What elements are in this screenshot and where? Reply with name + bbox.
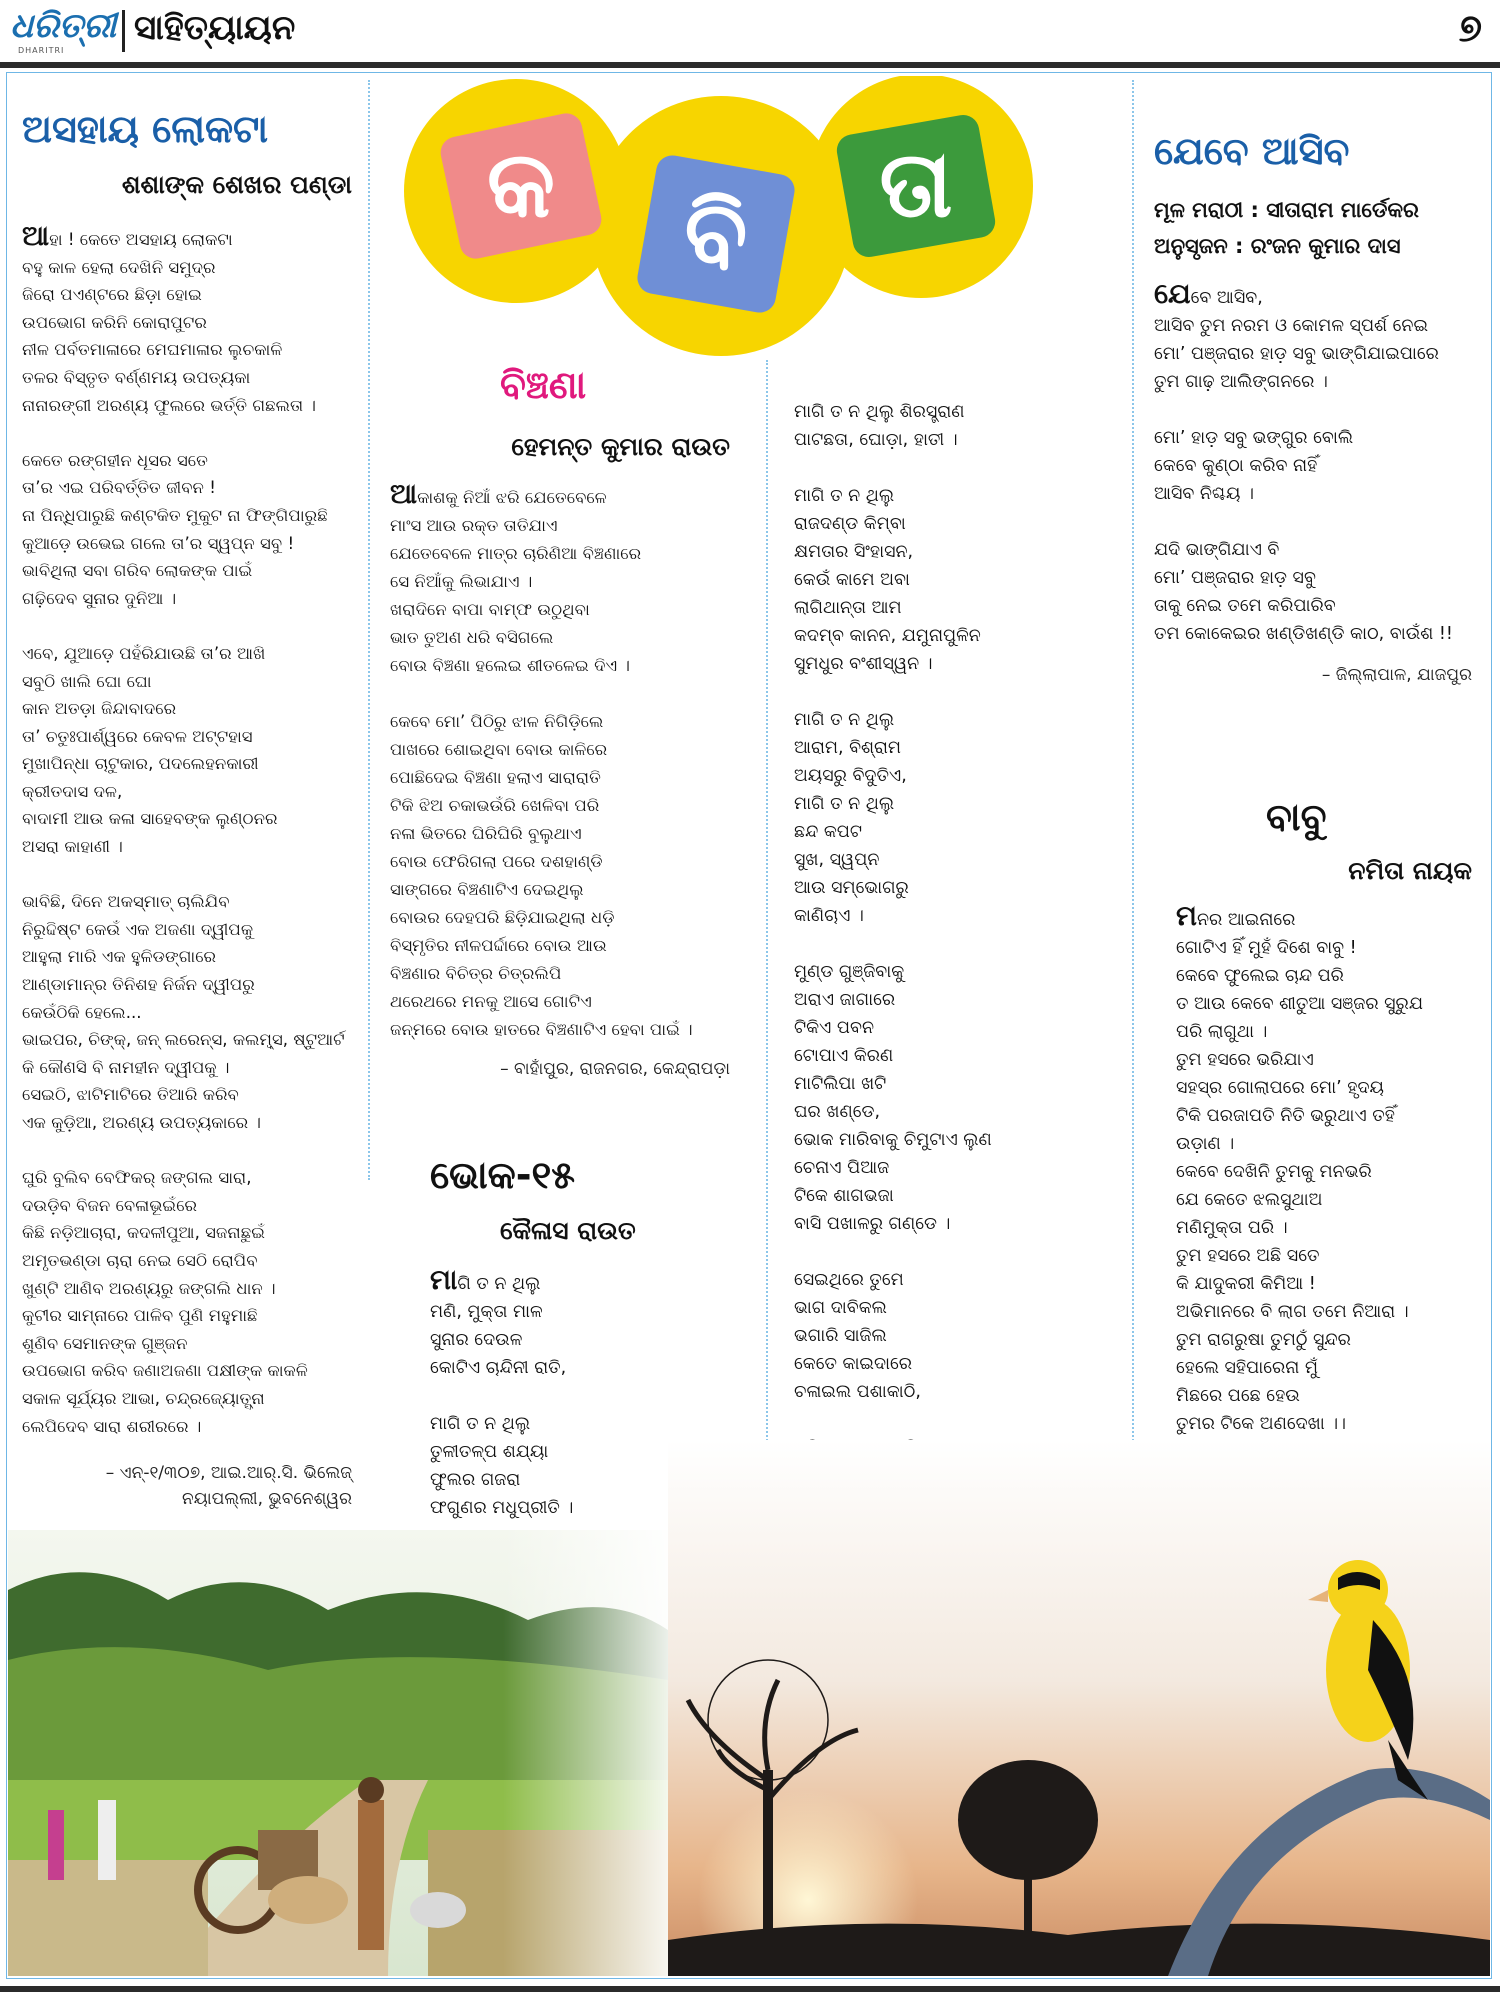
drop-cap: ଯେ	[1154, 277, 1191, 310]
poem-text: ନର ଆଇନାରେ ଗୋଟିଏ ହିଁ ମୁହଁ ଦିଶେ ବାବୁ ! କେବେ ଫୁଲେଇ ଚାନ୍ଦ ପରି ତ ଆଉ କେବେ ଶୀତୁଆ ସଞ୍ଜର ସୁରୁଯ ପରି ଲାଗୁଥା । ତୁମ ହସରେ ଭରିଯାଏ ସହସ୍ର ଗୋଲାପରେ ମୋ’ ହୃଦୟ ଟିକି ପରଜାପତି ନିତି ଭରୁଥାଏ ତହିଁ ଉଡ଼ାଣ । କେବେ ଦେଖିନି ତୁମକୁ ମନଭରି ଯେ କେତେ ଝଲସୁଥାଅ ମଣିମୁକ୍ତା ପରି । ତୁମ ହସରେ ଅଛି ସତେ କି ଯାଦୁକରୀ କିମିଆ ! ଅଭିମାନରେ ବି ଲାଗ ତମେ ନିଆରା । ତୁମ ରାଗରୁଷା ତୁମଠୁଁ ସୁନ୍ଦର ହେଲେ ସହିପାରେନା ମୁଁ ମିଛରେ ପଛେ ହେଉ ତୁମର ଟିକେ ଅଣଦେଖା ।।	[1176, 910, 1423, 1434]
poem-4	[1154, 128, 1472, 688]
poem-text: ମାଗି ତ ନ ଥିଲୁ ଶିରସ୍ତ୍ରାଣ ପାଟଛତା, ଘୋଡ଼ା, ହାତୀ । ମାଗି ତ ନ ଥିଲୁ ରାଜଦଣ୍ଡ କିମ୍ବା କ୍ଷମତାର ସିଂହାସନ, କେଉଁ କାମେ ଅବା ଲାଗିଥାନ୍ତା ଆମ କଦମ୍ବ କାନନ, ଯମୁନାପୁଳିନ ସୁମଧୁର ବଂଶୀସ୍ୱନ । ମାଗି ତ ନ ଥିଲୁ ଆରାମ, ବିଶ୍ରାମ ଅୟସରୁ ବିଦୁତିଏ, ମାଗି ତ ନ ଥିଲୁ ଛନ୍ଦ କପଟ ସୁଖ, ସ୍ୱପ୍ନ ଆଉ ସମ୍ଭୋଗରୁ କାଣିଚାଏ । ମୁଣ୍ଡ ଗୁଞ୍ଜିବାକୁ ଅରାଏ ଜାଗାରେ ଟିକିଏ ପବନ ଟୋପାଏ କିରଣ ମାଟିଲିପା ଖଟି ଘର ଖଣ୍ଡେ, ଭୋକ ମାରିବାକୁ ଚିମୁଟାଏ ଲୁଣ ଚେନାଏ ପିଆଜ ଟିକେ ଶାଗଭଜା ବାସି ପଖାଳରୁ ଗଣ୍ଡେ । ସେଇଥିରେ ତୁମେ ଭାଗ ଦାବିକଲ ଭଗାରି ସାଜିଲ କେତେ କାଇଦାରେ ଚଳାଇଲ ପଶାକାଠି,	[794, 402, 992, 1402]
village-photo-graphic	[8, 1530, 668, 1976]
column-separator	[766, 360, 768, 1520]
banner-letter-3: ତା	[879, 131, 953, 238]
poem-address: – ବାହାଁପୁର, ରାଜନଗର, କେନ୍ଦ୍ରାପଡ଼ା	[500, 1059, 730, 1079]
newspaper-logo-sub: DHARITRI	[18, 46, 65, 55]
poem-body	[1154, 277, 1472, 648]
poem-text: ବେ ଆସିବ, ଆସିବ ତୁମ ନରମ ଓ କୋମଳ ସ୍ପର୍ଶ ନେଇ ମୋ’ ପଞ୍ଜରାର ହାଡ଼ ସବୁ ଭାଙ୍ଗିଯାଇପାରେ ତୁମ ଗାଢ଼ ଆଲିଙ୍ଗନରେ । ମୋ’ ହାଡ଼ ସବୁ ଭଙ୍ଗୁର ବୋଲି କେବେ କୁଣ୍ଠା କରିବ ନାହିଁ ଆସିବ ନିଶ୍ଚୟ । ଯଦି ଭାଙ୍ଗିଯାଏ ବି ମୋ’ ପଞ୍ଜରାର ହାଡ଼ ସବୁ ତାକୁ ନେଇ ତମେ କରିପାରିବ ତମ କୋକେଇର ଖଣ୍ଡିଖଣ୍ଡି କାଠ, ବାଉଁଶ !!	[1154, 288, 1453, 644]
page-header	[0, 0, 1500, 68]
poem-5	[1176, 794, 1472, 1508]
header-divider	[122, 10, 125, 52]
kabita-banner-graphic	[376, 76, 1066, 356]
poem-address: – ଏନ୍-୧/୩୦୭, ଆଇ.ଆର୍.ସି. ଭିଲେଜ୍ ନୟାପଲ୍ଲୀ, ଭୁବନେଶ୍ୱର	[105, 1463, 352, 1510]
poem-credit-original: ମୂଳ ମରାଠୀ : ସୀତାରାମ ମାର୍ଡେକର	[1154, 198, 1419, 222]
poem-3-continued	[794, 398, 1114, 1564]
poem-title: ବିଞ୍ଚଣା	[500, 363, 587, 407]
column-separator	[368, 80, 370, 1180]
page-number: ୭	[1458, 6, 1482, 50]
drop-cap: ଆ	[390, 477, 418, 510]
poem-text: କାଶକୁ ନିଆଁ ଝରି ଯେତେବେଳେ ମାଂସ ଆଉ ରକ୍ତ ତାତିଯାଏ ଯେତେବେଳେ ମାତ୍ର ଚାରିଣିଆ ବିଞ୍ଚଣାରେ ସେ ନିଆଁକୁ ଲିଭାଯାଏ । ଖରାଦିନେ ବାପା ବାମ୍ଫ ଉଠୁଥିବା ଭାତ ତୁଅଣ ଧରି ବସିଗଲେ ବୋଉ ବିଞ୍ଚଣା ହଲେଇ ଶୀତଳେଇ ଦିଏ । କେବେ ମୋ’ ପିଠିରୁ ଝାଳ ନିଗିଡ଼ିଲେ ପାଖରେ ଶୋଇଥିବା ବୋଉ କାଳିରେ ପୋଛିଦେଇ ବିଞ୍ଚଣା ହଲାଏ ସାରାରାତି ଟିକି ଝିଅ ଚକାଭଉଁରି ଖେଳିବା ପରି ନଳା ଭିତରେ ଘିରିଘିରି ବୁଲୁଥାଏ ବୋଉ ଫେରିଗଲା ପରେ ଦଶହାଣ୍ଡି ସାଙ୍ଗରେ ବିଞ୍ଚଣାଟିଏ ଦେଇଥିଲୁ ବୋଉର ଦେହପରି ଛିଡ଼ିଯାଇଥିଲା ଧଡ଼ି ବିସ୍ମୃତିର ନୀଳପର୍ଦ୍ଦାରେ ବୋଉ ଆଉ ବିଞ୍ଚଣାର ବିଚିତ୍ର ଚିତ୍ରଲିପି ଥରେଥରେ ମନକୁ ଆସେ ଗୋଟିଏ ଜନ୍ମରେ ବୋଉ ହାତରେ ବିଞ୍ଚଣାଟିଏ ହେବା ପାଇଁ ।	[390, 488, 693, 1039]
village-road-photo	[8, 1530, 668, 1976]
poem-address: – ଜିଲ୍ଲାପାଳ, ଯାଜପୁର	[1321, 665, 1472, 685]
poem-body	[390, 477, 730, 1044]
poem-author: ହେମନ୍ତ କୁମାର ରାଉତ	[511, 432, 730, 461]
poem-title: ବାବୁ	[1266, 795, 1327, 839]
poem-author: ଶଶାଙ୍କ ଶେଖର ପଣ୍ଡା	[121, 170, 352, 199]
newspaper-logo: ଧରିତ୍ରୀ	[10, 6, 117, 46]
page-footer-rule	[0, 1986, 1500, 1992]
sunset-bird-photo	[668, 1440, 1490, 1976]
section-title: ସାହିତ୍ୟାୟନ	[134, 8, 296, 48]
kabita-banner	[376, 76, 1066, 356]
poem-2	[390, 362, 730, 1082]
poem-text: ଗି ତ ନ ଥିଲୁ ମଣି, ମୁକ୍ତା ମାଳ ସୁନାର ଦେଉଳ କୋଟିଏ ଚାନ୍ଦିନୀ ରାତି, ମାଗି ତ ନ ଥିଲୁ ତୁଳୀତଳ୍ପ ଶଯ୍ୟା ଫୁଲର ଗଜରା ଫଗୁଣର ମଧୁପ୍ରୀତି ।	[430, 1274, 574, 1518]
poem-credit-translator: ଅନୁସୃଜନ : ରଂଜନ କୁମାର ଦାସ	[1154, 234, 1401, 258]
sunset-graphic	[668, 1440, 1490, 1976]
poem-title: ଯେବେ ଆସିବ	[1154, 129, 1350, 173]
poem-author: କୈଳାସ ରାଉତ	[500, 1216, 636, 1245]
banner-letter-1: କ	[487, 131, 555, 238]
poem-title: ଅସହାୟ ଲୋକଟା	[22, 107, 269, 151]
banner-letter-2: ବି	[684, 181, 748, 288]
poem-title: ଭୋକ-୧୫	[430, 1153, 575, 1197]
poem-author: ନମିତା ନାୟକ	[1348, 856, 1472, 885]
drop-cap: ମା	[430, 1263, 458, 1296]
poem-1	[22, 106, 352, 1512]
drop-cap: ମ	[1176, 899, 1197, 932]
poem-body	[1176, 899, 1472, 1438]
poem-text: ହା ! କେତେ ଅସହାୟ ଲୋକଟା ବହୁ କାଳ ହେଲା ଦେଖିନି ସମୁଦ୍ର ଜିରୋ ପଏଣ୍ଟରେ ଛିଡ଼ା ହୋଇ ଉପଭୋଗ କରିନି କୋରାପୁଟର ନୀଳ ପର୍ବତମାଳାରେ ମେଘମାଳାର ଲୁଚକାଳି ତଳର ବିସ୍ତୃତ ବର୍ଣ୍ଣମୟ ଉପତ୍ୟକା ନାନାରଙ୍ଗୀ ଅରଣ୍ୟ ଫୁଲରେ ଭର୍ତ୍ତି ଗଛଲତା । କେତେ ରଙ୍ଗହୀନ ଧୂସର ସତେ ତା’ର ଏଇ ପରିବର୍ତ୍ତିତ ଜୀବନ ! ନା ପିନ୍ଧିପାରୁଛି କଣ୍ଟକିତ ମୁକୁଟ ନା ଫିଙ୍ଗିପାରୁଛି କୁଆଡ଼େ ଉଭେଇ ଗଲେ ତା’ର ସ୍ୱପ୍ନ ସବୁ ! ଭାବିଥିଲା ସବା ଗରିବ ଲୋକଙ୍କ ପାଇଁ ଗଢ଼ିଦେବ ସୁନାର ଦୁନିଆ । ଏବେ, ଯୁଆଡ଼େ ପହଁରିଯାଉଛି ତା’ର ଆଖି ସବୁଠି ଖାଲି ଘୋ ଘୋ କାନ ଅତଡ଼ା ଜିନ୍ଦାବାଦରେ ତା’ ଚତୁଃପାର୍ଶ୍ୱରେ କେବଳ ଅଟ୍ଟହାସ ମୁଖାପିନ୍ଧା ଚାଟୁକାର, ପଦଲେହନକାରୀ କ୍ରୀତଦାସ ଦଳ, ବାଦାମୀ ଆଉ କଳା ସାହେବଙ୍କ ଲୁଣ୍ଠନର ଅସରା କାହାଣୀ । ଭାବିଛି, ଦିନେ ଅକସ୍ମାତ୍ ଚାଲିଯିବ ନିରୁଦ୍ଦିଷ୍ଟ କେଉଁ ଏକ ଅଜଣା ଦ୍ୱୀପକୁ ଆହୁଲା ମାରି ଏକ ହୁଳିଡଙ୍ଗାରେ ଆଣ୍ଡାମାନ୍ର ତିନିଶହ ନିର୍ଜନ ଦ୍ୱୀପରୁ କେଉଁଠିକି ହେଲେ... ଭାଇପର, ଚିଙ୍କ୍, ଜନ୍ ଲରେନ୍ସ, କଲମ୍ବ୍ସ, ଷ୍ଟୁଆର୍ଟ କି କୌଣସି ବି ନାମହୀନ ଦ୍ୱୀପକୁ । ସେଇଠି, ଝାଟିମାଟିରେ ତିଆରି କରିବ ଏକ କୁଡ଼ିଆ, ଅରଣ୍ୟ ଉପତ୍ୟକାରେ । ଘୁରି ବୁଲିବ ବେଫିକର୍ ଜଙ୍ଗଲ ସାରା, ଦଉଡ଼ିବ ବିଜନ ବେଳାଭୂଇଁରେ କିଛି ନଡ଼ିଆଚାରା, କଦଳୀପୁଆ, ସଜନାଛୁଇଁ ଅମୃତଭଣ୍ଡା ଚାରା ନେଇ ସେଠି ରୋପିବ ଖୁଣ୍ଟି ଆଣିବ ଅରଣ୍ୟରୁ ଜଙ୍ଗଲି ଧାନ । କୁଟୀର ସାମ୍ନାରେ ପାଳିବ ପୁଣି ମହୁମାଛି ଶୁଣିବ ସେମାନଙ୍କ ଗୁଞ୍ଜନ ଉପଭୋଗ କରିବ ଜଣାଅଜଣା ପକ୍ଷୀଙ୍କ କାକଳି ସକାଳ ସୂର୍ଯ୍ୟର ଆଭା, ଚନ୍ଦ୍ରଜ୍ୟୋତ୍ସ୍ନା ଲେପିଦେବ ସାରା ଶରୀରରେ ।	[22, 230, 345, 1436]
drop-cap: ଆ	[22, 219, 50, 252]
poem-body	[22, 219, 352, 1440]
